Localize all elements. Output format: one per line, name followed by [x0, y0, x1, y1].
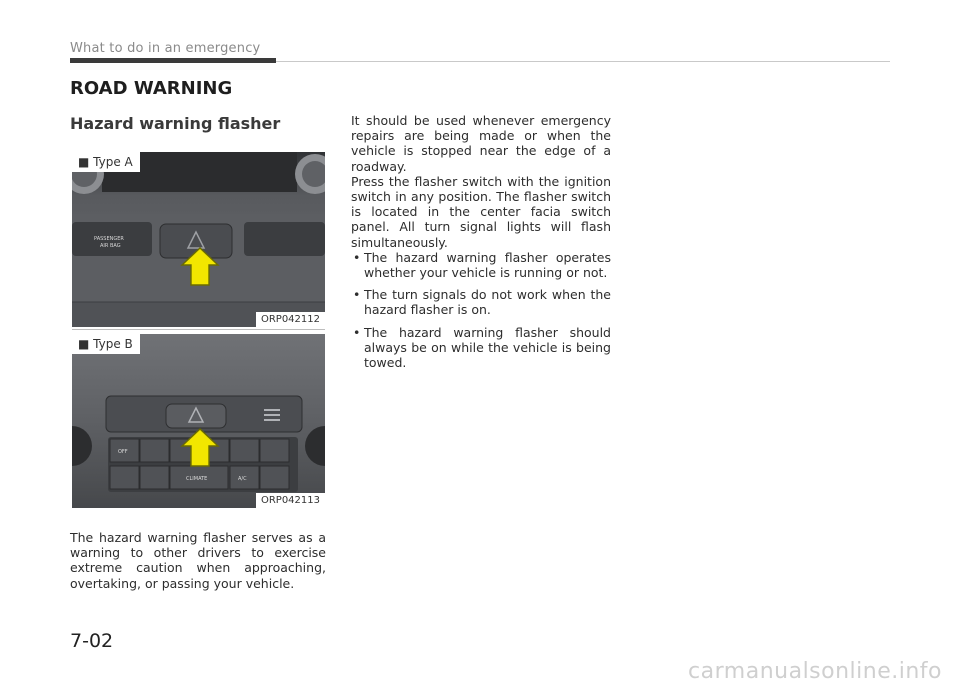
list-item: • The turn signals do not work when the hazard flasher is on.: [353, 287, 611, 318]
dashboard-photo-b: [72, 334, 325, 508]
header-rule: [276, 61, 890, 62]
figure-separator: [72, 329, 325, 330]
watermark: carmanualsonline.info: [688, 659, 942, 684]
subsection-title: Hazard warning flasher: [70, 114, 281, 133]
paragraph-operation: Press the flasher switch with the ignition switch in any position. The flasher switch is located in the center facia switch panel. All turn signal lights will flash simultaneously.: [351, 173, 611, 250]
svg-text:A/C: A/C: [238, 476, 247, 482]
figure-type-b: [72, 334, 325, 508]
bullet-list: [351, 250, 611, 370]
svg-text:OFF: OFF: [118, 449, 128, 455]
svg-text:CLIMATE: CLIMATE: [186, 476, 208, 482]
list-item: • The hazard warning flasher should always be on while the vehicle is being towed.: [353, 324, 611, 371]
header-bar: [70, 58, 276, 63]
dashboard-photo-a: [72, 152, 325, 327]
right-column: [351, 113, 611, 377]
figure-code-b: ORP042113: [256, 493, 325, 508]
left-paragraph: The hazard warning flasher serves as a warning to other drivers to exercise extreme caution when approaching, overtaking, or passing your vehicle.: [70, 530, 326, 591]
bullet-icon: •: [353, 324, 361, 340]
type-a-label: ■ Type A: [72, 152, 140, 172]
paragraph-usage: It should be used whenever emergency repairs are being made or when the vehicle is stopped near the edge of a roadway.: [351, 113, 611, 174]
svg-text:AIR BAG: AIR BAG: [100, 243, 121, 249]
list-item: • The hazard warning flasher operates whether your vehicle is running or not.: [353, 249, 611, 281]
figure-type-a: [72, 152, 325, 327]
chapter-header: What to do in an emergency: [70, 41, 261, 56]
page-number: 7-02: [70, 630, 114, 652]
type-b-label: ■ Type B: [72, 334, 140, 354]
bullet-icon: •: [353, 249, 361, 265]
section-title: ROAD WARNING: [70, 78, 233, 99]
bullet-icon: •: [353, 287, 361, 303]
svg-text:PASSENGER: PASSENGER: [94, 236, 124, 242]
figure-code-a: ORP042112: [256, 312, 325, 327]
